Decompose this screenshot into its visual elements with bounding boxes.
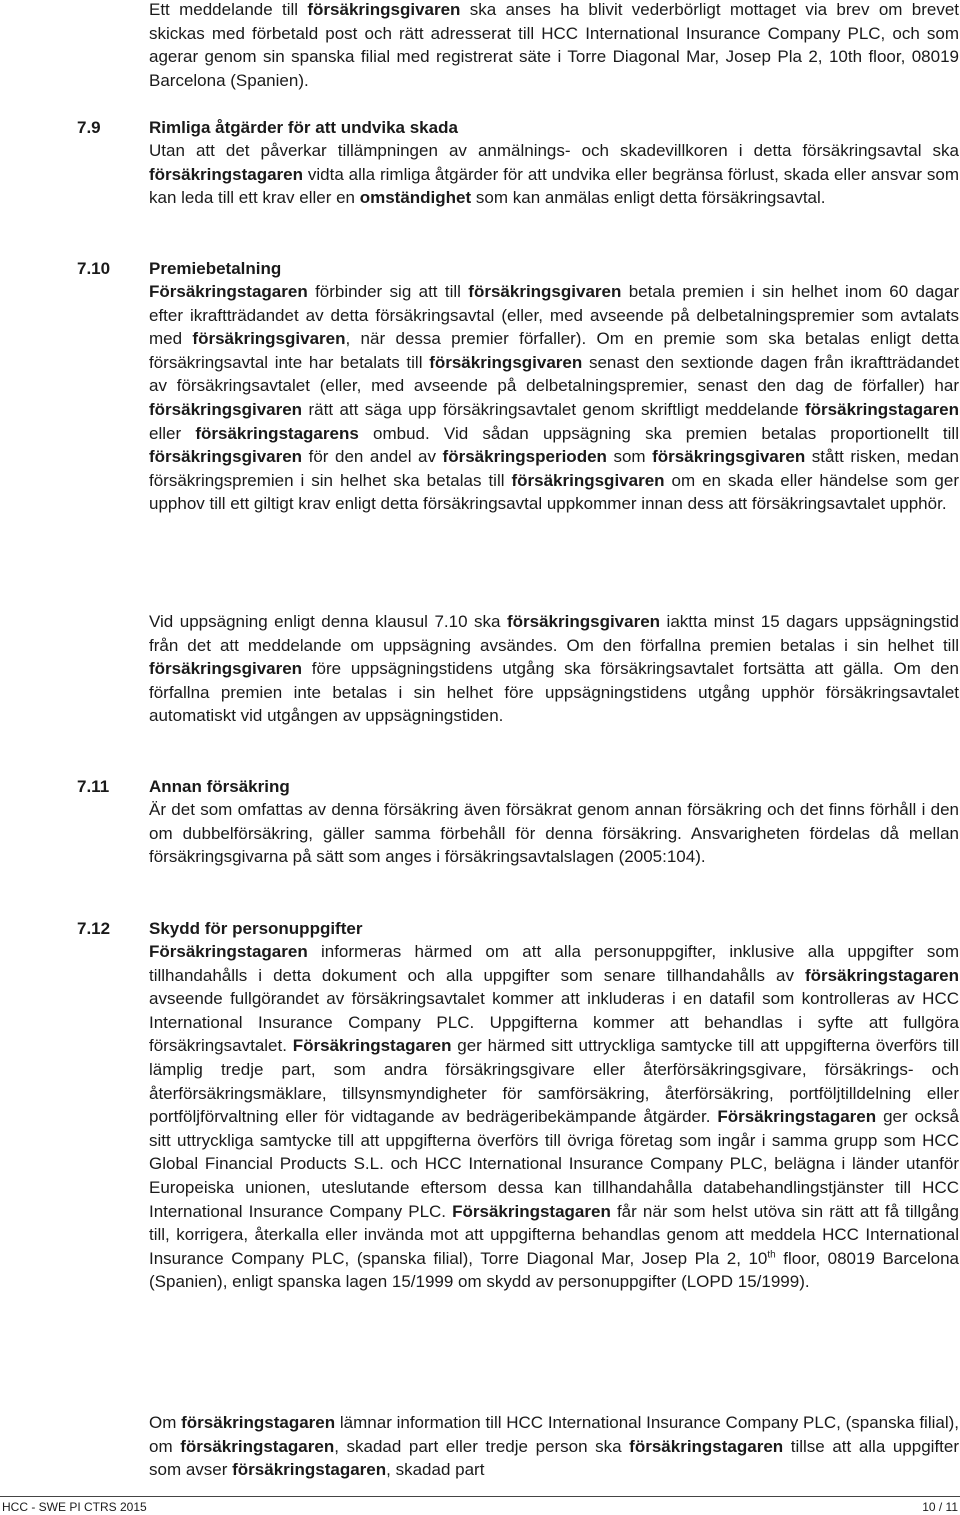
text-run: , skadad part eller tredje person ska <box>334 1436 630 1456</box>
defined-term: försäkringsgivaren <box>506 612 661 631</box>
defined-term: försäkringstagaren <box>805 965 959 985</box>
text-run: som kan anmälas enligt detta försäkringsavtal. <box>471 188 826 208</box>
text-run: ger härmed sitt uttryckliga samtycke till att uppgifterna överförs till lämplig tredje part, som andra försäkringsgivare eller återförsäkringsgivare, försäkrings- och återförsäkringsmäklare, tillsynsmyndigheter för samförsäkring, återförsäkring, portföljtilldelning eller portföljförvaltning eller för vidtagande av bedrägeribekämpande åtgärder. <box>149 1036 959 1127</box>
text-run: förbinder sig att till <box>307 282 469 301</box>
text-run: tillse att alla uppgifter som avser <box>149 1436 960 1480</box>
page-number: 10 / 11 <box>922 1500 958 1514</box>
defined-term: försäkringsgivaren <box>149 659 303 679</box>
defined-term: försäkringsperioden <box>442 447 607 467</box>
section-7-12-paragraph-2 <box>149 1411 959 1482</box>
section-7-10-paragraph-1 <box>149 280 959 516</box>
defined-term: försäkringstagaren <box>232 1460 387 1480</box>
defined-term: försäkringstagaren <box>181 1413 336 1432</box>
text-run: , skadad part <box>386 1460 485 1480</box>
defined-term: försäkringsgivaren <box>429 352 583 372</box>
text-run: ska anses ha blivit vederbörligt mottaget via brev om brevet skickas med förbetald post och rätt adresserat till HCC International Insurance Company PLC, och som agerar genom sin spanska filial med registrerat säte i Torre Diagonal Mar, Josep Pla 2, 10th floor, 08019 Barcelona (Spanien). <box>149 0 959 90</box>
section-number-7-12: 7.12 <box>77 919 111 938</box>
text-run: Är det som omfattas av denna försäkring även försäkrat genom annan försäkring och det finns förhåll i den om dubbelförsäkring, gäller samma förbehåll för denna försäkring. Ansvarigheten fördelas då mellan försäkringsgivarna på sätt som anges i försäkringsavtalslagen (2005:104). <box>149 800 959 867</box>
text-run: Utan att det påverkar tillämpningen av anmälnings- och skadevillkoren i detta försäkringsavtal ska <box>149 141 959 160</box>
section-title-7-11: Annan försäkring <box>149 777 290 796</box>
section-title-7-9: Rimliga åtgärder för att undvika skada <box>149 118 458 137</box>
section-number-7-9: 7.9 <box>77 118 101 137</box>
superscript: th <box>767 1249 776 1261</box>
text-run: Om <box>149 1413 182 1432</box>
text-run: floor, 08019 Barcelona (Spanien), enligt spanska lagen 15/1999 om skydd av personuppgifter (LOPD 15/1999). <box>149 1248 959 1292</box>
defined-term: försäkringsgivaren <box>511 470 665 490</box>
text-run: som <box>606 447 653 467</box>
defined-term: Försäkringstagaren <box>292 1036 452 1056</box>
text-run: , när dessa premier förfaller). Om en premie som ska betalas enligt detta försäkringsavtal inte har betalats till <box>149 329 960 372</box>
section-7-11-paragraph <box>149 798 959 869</box>
document-code: HCC - SWE PI CTRS 2015 <box>2 1500 147 1514</box>
defined-term: Försäkringstagaren <box>149 282 308 301</box>
defined-term: försäkringsgivaren <box>307 0 461 19</box>
section-number-7-10: 7.10 <box>77 259 111 278</box>
defined-term: försäkringstagaren <box>180 1436 335 1456</box>
text-run: iaktta minst 15 dagars uppsägningstid från det att meddelande om uppsägning avsändes. Om den förfallna premien betalas i sin helhet till <box>149 612 959 655</box>
text-run: före uppsägningstidens utgång ska försäkringsavtalet fortsätta att gälla. Om den förfallna premien inte betalas i sin helhet före uppsägningstidens utgång upphör försäkringsavtalet automatiskt vid utgången av uppsägningstiden. <box>149 659 959 726</box>
section-7-10-paragraph-2 <box>149 610 959 728</box>
text-run: senast den sextionde dagen från ikraftträdandet av försäkringsavtalet (eller, med avseende på delbetalningspremier, senast den dag de förfaller) har <box>149 352 959 396</box>
text-run: för den andel av <box>302 447 443 467</box>
defined-term: försäkringsgivaren <box>192 329 346 349</box>
text-run: vidta alla rimliga åtgärder för att undvika eller begränsa förlust, skada eller ansvar som kan leda till ett krav eller en <box>149 164 959 208</box>
intro-paragraph <box>149 0 959 92</box>
defined-term: försäkringsgivaren <box>149 447 303 467</box>
defined-term: försäkringsgivaren <box>149 399 303 419</box>
text-run: Vid uppsägning enligt denna klausul 7.10 ska <box>149 612 507 631</box>
text-run: betala premien i sin helhet inom 60 dagar efter ikraftträdandet av detta försäkringsavtal (eller, med avseende på delbetalningspremier som avtalats med <box>149 282 959 349</box>
text-run: Ett meddelande till <box>149 0 308 19</box>
text-run: om en skada eller händelse som ger upphov till ett giltigt krav enligt detta försäkringsavtal uppkommer innan dess att försäkringsavtalet upphör. <box>149 470 959 514</box>
defined-term: omständighet <box>359 188 472 208</box>
section-7-12-paragraph-1 <box>149 940 959 1294</box>
defined-term: Försäkringstagaren <box>717 1107 877 1127</box>
section-7-9-paragraph <box>149 139 959 210</box>
defined-term: försäkringstagaren <box>805 399 959 419</box>
section-number-7-11: 7.11 <box>77 777 110 796</box>
defined-term: försäkringsgivaren <box>468 282 622 301</box>
section-title-7-12: Skydd för personuppgifter <box>149 919 363 938</box>
defined-term: försäkringstagarens <box>195 423 359 443</box>
section-title-7-10: Premiebetalning <box>149 259 282 278</box>
page-footer <box>0 1496 960 1514</box>
defined-term: försäkringsgivaren <box>652 447 806 467</box>
text-run: informeras härmed om att alla personuppgifter, inklusive alla uppgifter som tillhandahålls i detta dokument och alla uppgifter som senare tillhandahålls av <box>149 942 959 985</box>
text-run: rätt att säga upp försäkringsavtalet genom skriftligt meddelande <box>302 399 805 419</box>
text-run: stått risken, medan försäkringspremien i sin helhet ska betalas till <box>149 447 960 490</box>
text-run: avseende fullgörandet av försäkringsavtalet kommer att inkluderas i en datafil som kontrolleras av HCC International Insurance Company PLC. Uppgifterna kommer att behandlas i syfte att fullgöra försäkringsavtalet. <box>149 989 959 1056</box>
defined-term: Försäkringstagaren <box>149 942 308 961</box>
text-run: ombud. Vid sådan uppsägning ska premien betalas proportionellt till <box>358 423 959 443</box>
defined-term: försäkringstagaren <box>629 1436 784 1456</box>
defined-term: försäkringstagaren <box>149 164 303 184</box>
text-run: lämnar information till HCC International Insurance Company PLC, (spanska filial), om <box>149 1413 959 1456</box>
defined-term: Försäkringstagaren <box>452 1201 611 1221</box>
text-run: får när som helst utöva sin rätt att få tillgång till, korrigera, återkalla eller invända mot att uppgifterna behandlas genom att meddela HCC International Insurance Company PLC, (spanska filial), Torre Diagonal Mar, Josep Pla 2, 10 <box>149 1201 959 1268</box>
text-run: ger också sitt uttryckliga samtycke till att uppgifterna överförs till övriga företag som ingår i samma grupp som HCC Global Financial Products S.L. och HCC International Insurance Company PLC, belägna i länder utanför Europeiska unionen, uteslutande eftersom dessa kan tillhandahålla databehandlingstjänster till HCC International Insurance Company PLC. <box>149 1107 959 1221</box>
text-run: eller <box>149 423 196 443</box>
